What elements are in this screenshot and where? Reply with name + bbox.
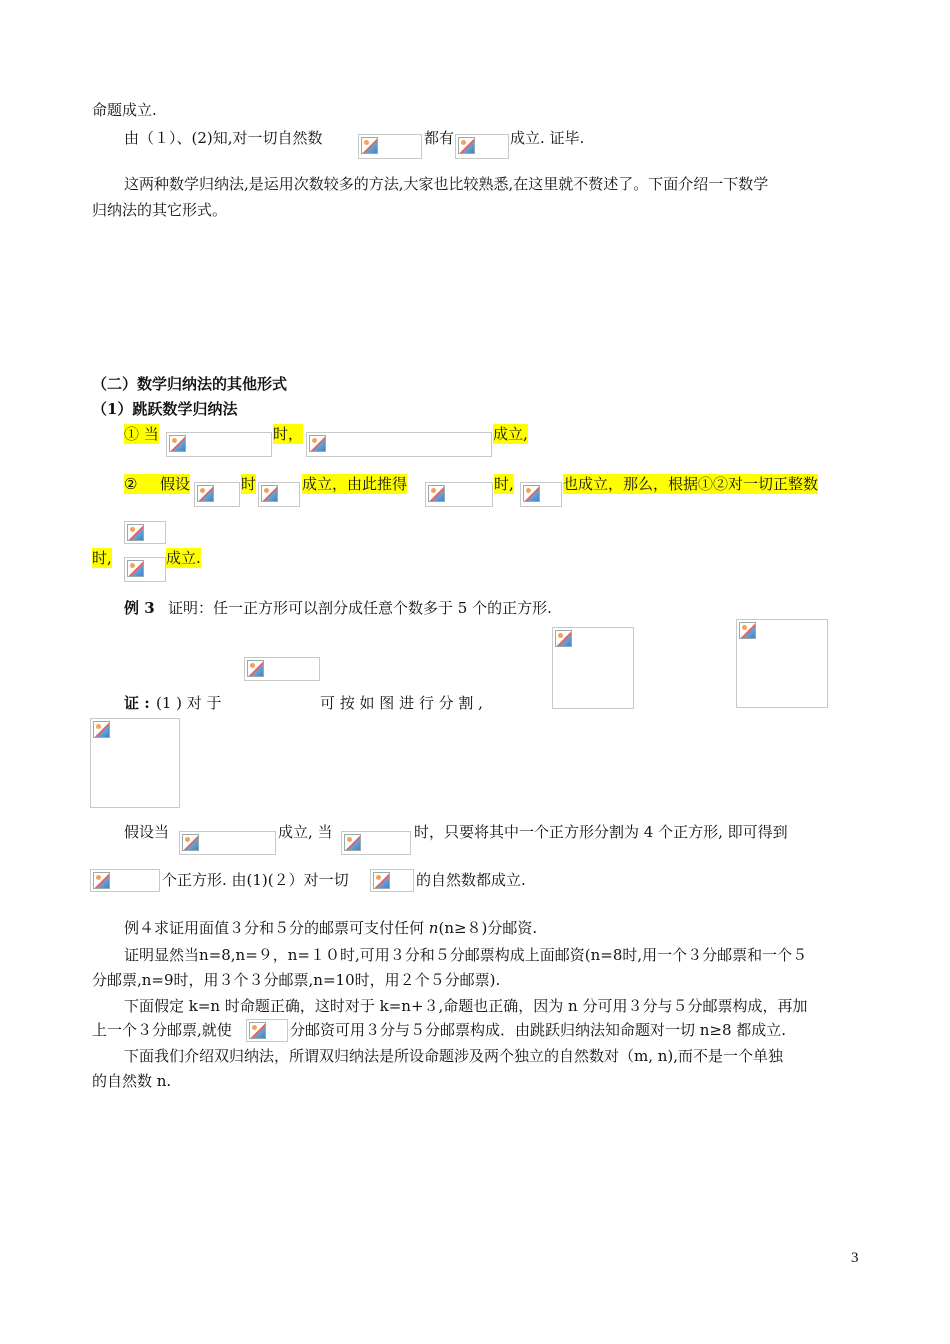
formula-image bbox=[341, 831, 411, 855]
formula-image bbox=[306, 432, 492, 457]
broken-image-icon bbox=[739, 622, 756, 639]
formula-image bbox=[194, 482, 240, 507]
formula-image bbox=[179, 831, 276, 855]
paragraph-line: 证明显然当n=8,n=９，n=１０时,可用３分和５分邮票构成上面邮资(n=8时,用一个３分邮票和一个５ bbox=[124, 946, 808, 964]
formula-image bbox=[425, 482, 493, 507]
formula-image bbox=[124, 557, 166, 582]
broken-image-icon bbox=[93, 721, 110, 738]
section-title: （二）数学归纳法的其他形式 bbox=[92, 375, 288, 393]
proof-label: 证 : bbox=[124, 694, 150, 712]
paragraph-line: 的自然数 n. bbox=[92, 1072, 172, 1090]
formula-image bbox=[244, 657, 320, 681]
broken-image-icon bbox=[523, 485, 540, 502]
broken-image-icon bbox=[261, 485, 278, 502]
formula-image bbox=[124, 521, 166, 544]
paragraph-line: 命题成立. bbox=[92, 101, 157, 119]
paragraph-line: 这两种数学归纳法,是运用次数较多的方法,大家也比较熟悉,在这里就不赘述了。下面介绍一下数学 bbox=[124, 175, 769, 193]
proof-text: 可 按 如 图 进 行 分 割 , bbox=[320, 694, 483, 712]
broken-image-icon bbox=[127, 524, 144, 541]
paragraph-line: 下面假定 k=n 时命题正确，这时对于 k=n+３,命题也正确，因为 n 分可用３分与５分邮票构成，再加 bbox=[124, 997, 808, 1015]
broken-image-icon bbox=[247, 660, 264, 677]
paragraph-text: 的自然数都成立. bbox=[416, 871, 526, 889]
example-text-part: 例４求证用面值３分和５分的邮票可支付任何 bbox=[124, 919, 425, 937]
rule-text: 时， bbox=[273, 425, 304, 443]
broken-image-icon bbox=[93, 872, 110, 889]
paragraph-line: 分邮票,n=9时，用３个３分邮票,n=10时，用２个５分邮票). bbox=[92, 971, 501, 989]
page-number: 3 bbox=[851, 1250, 859, 1266]
broken-image-icon bbox=[249, 1022, 266, 1039]
broken-image-icon bbox=[169, 435, 186, 452]
variable-n: n bbox=[428, 919, 439, 937]
paragraph-line: 归纳法的其它形式。 bbox=[92, 201, 228, 219]
rule-text: 成立. bbox=[166, 549, 201, 567]
paragraph-text: 都有 bbox=[424, 129, 455, 147]
paragraph-text: 成立. 证毕. bbox=[510, 129, 585, 147]
broken-image-icon bbox=[458, 137, 475, 154]
paragraph-line: 由（１）、(2)知,对一切自然数 bbox=[124, 129, 323, 147]
broken-image-icon bbox=[197, 485, 214, 502]
broken-image-icon bbox=[344, 834, 361, 851]
paragraph-line: 下面我们介绍双归纳法，所谓双归纳法是所设命题涉及两个独立的自然数对（m, n),而不是一个单独 bbox=[124, 1047, 784, 1065]
formula-image bbox=[358, 134, 422, 159]
figure-square-division bbox=[736, 619, 828, 708]
figure-square-division bbox=[90, 718, 180, 808]
paragraph-text: 个正方形. 由(1)(２）对一切 bbox=[162, 871, 349, 889]
rule-text: 时, bbox=[92, 549, 112, 567]
broken-image-icon bbox=[361, 137, 378, 154]
broken-image-icon bbox=[555, 630, 572, 647]
rule-text: 时, bbox=[494, 475, 514, 493]
rule-text: 成立，由此推得 bbox=[302, 475, 408, 493]
rule-text: ② bbox=[124, 474, 160, 494]
broken-image-icon bbox=[127, 560, 144, 577]
formula-image bbox=[90, 869, 160, 892]
rule-text: 时 bbox=[241, 475, 257, 493]
proof-text: (1 ) 对 于 bbox=[156, 694, 222, 712]
example-text-part: (n≥８)分邮资. bbox=[438, 919, 538, 937]
broken-image-icon bbox=[309, 435, 326, 452]
paragraph-text: 分邮资可用３分与５分邮票构成．由跳跃归纳法知命题对一切 n≥8 都成立. bbox=[290, 1021, 787, 1039]
formula-image bbox=[166, 432, 272, 457]
paragraph-text: 时，只要将其中一个正方形分割为 4 个正方形, 即可得到 bbox=[414, 823, 788, 841]
broken-image-icon bbox=[373, 872, 390, 889]
formula-image bbox=[258, 482, 300, 507]
formula-image bbox=[246, 1019, 288, 1042]
rule-text: 假设 bbox=[160, 475, 191, 493]
rule-text: 也成立，那么，根据①②对一切正整数 bbox=[563, 475, 819, 493]
example-text bbox=[124, 918, 537, 938]
paragraph-text: 成立, 当 bbox=[278, 823, 333, 841]
figure-square-division bbox=[552, 627, 634, 709]
paragraph-text: 上一个３分邮票,就使 bbox=[92, 1021, 232, 1039]
rule-text: 成立, bbox=[493, 425, 528, 443]
example-label: 例 3 bbox=[124, 599, 155, 617]
formula-image bbox=[370, 869, 414, 892]
paragraph-text: 假设当 bbox=[124, 823, 170, 841]
subsection-title: （1）跳跃数学归纳法 bbox=[92, 400, 238, 418]
formula-image bbox=[520, 482, 562, 507]
broken-image-icon bbox=[182, 834, 199, 851]
broken-image-icon bbox=[428, 485, 445, 502]
example-text: 证明：任一正方形可以剖分成任意个数多于 5 个的正方形. bbox=[168, 599, 552, 617]
formula-image bbox=[455, 134, 509, 159]
rule-text: ① 当 bbox=[124, 425, 159, 443]
